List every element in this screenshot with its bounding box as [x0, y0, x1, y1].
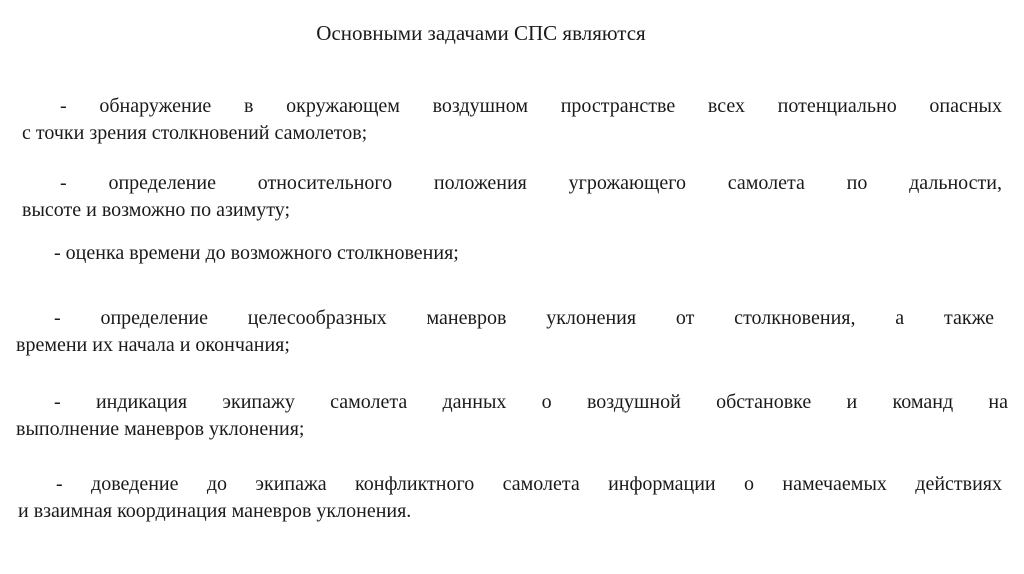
task-item-maneuvers	[16, 305, 994, 359]
task-item-line: - обнаружение в окружающем воздушном пространстве всех потенциально опасных	[60, 95, 1002, 117]
task-item-line: - индикация экипажу самолета данных о воздушной обстановке и команд на	[54, 391, 1008, 413]
task-item-line: с точки зрения столкновений самолетов;	[22, 122, 368, 144]
task-item-line: выполнение маневров уклонения;	[16, 418, 305, 440]
task-item-line: времени их начала и окончания;	[16, 334, 290, 356]
task-item-line: и взаимная координация маневров уклонения.	[18, 500, 412, 522]
task-item-coordination	[18, 471, 1002, 525]
task-item-time-estimate	[54, 240, 754, 267]
task-item-line: - определение целесообразных маневров уклонения от столкновения, а также	[54, 307, 994, 329]
task-item-line: высоте и возможно по азимуту;	[22, 199, 291, 221]
task-item-detection	[22, 93, 1002, 147]
task-item-indication	[16, 389, 1008, 443]
slide-title: Основными задачами СПС являются	[316, 21, 646, 45]
task-item-position	[22, 170, 1002, 224]
task-item-line: - доведение до экипажа конфликтного самолета информации о намечаемых действиях	[56, 473, 1002, 495]
task-item-line: - оценка времени до возможного столкновения;	[54, 242, 459, 264]
task-item-line: - определение относительного положения угрожающего самолета по дальности,	[60, 172, 1002, 194]
